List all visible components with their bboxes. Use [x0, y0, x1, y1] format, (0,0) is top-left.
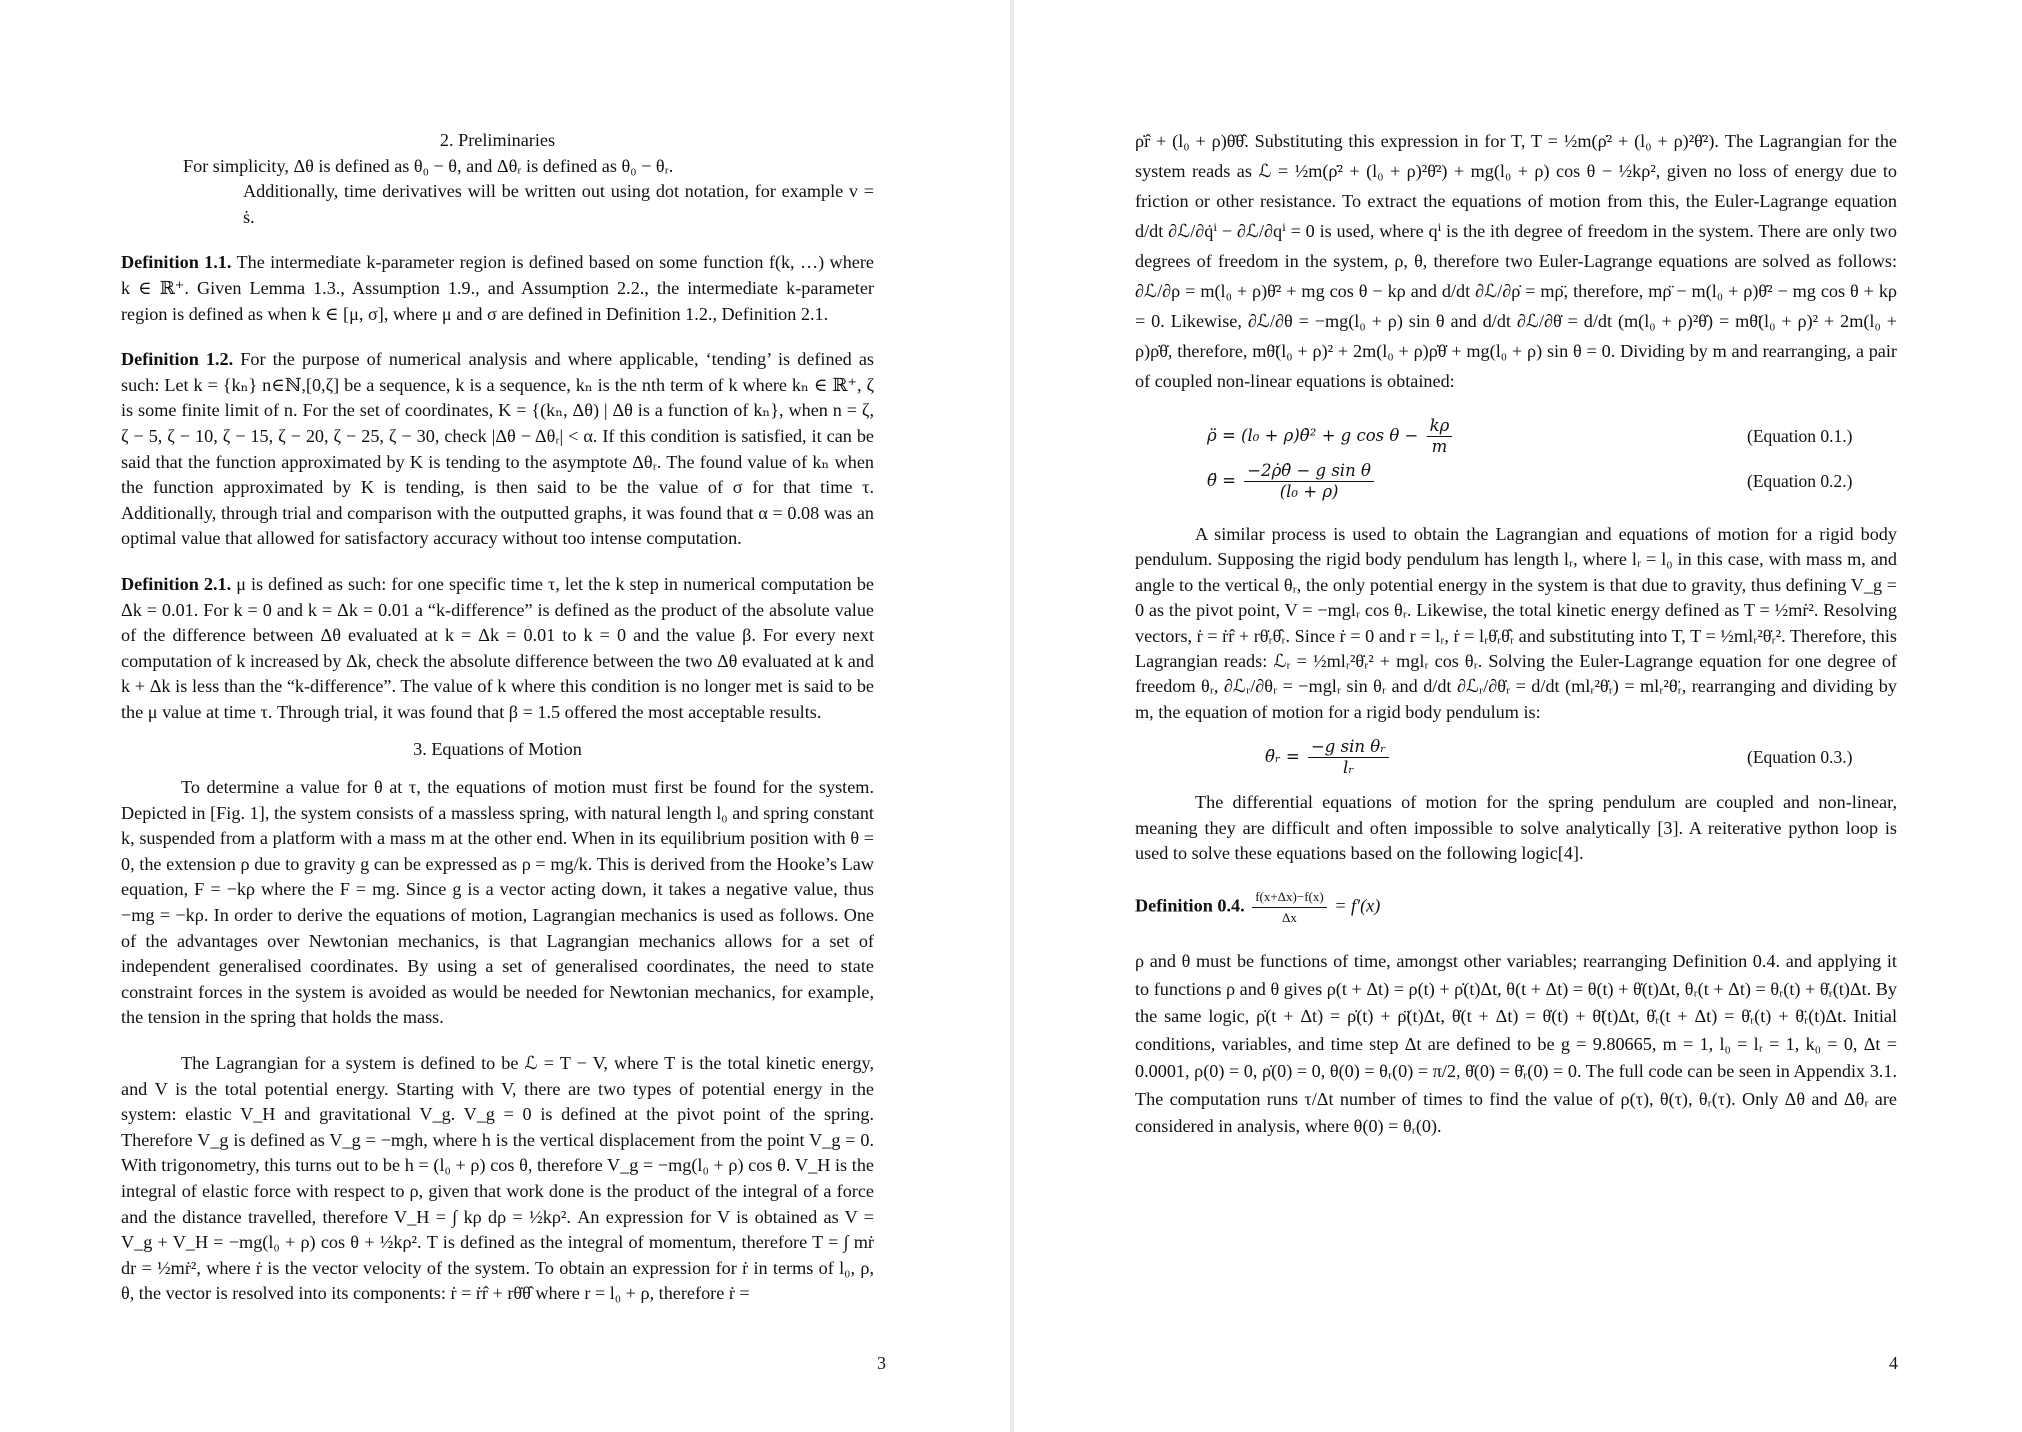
definition-label: Definition 1.1. [121, 252, 232, 273]
preliminaries-notes [121, 154, 874, 231]
equation-tag: (Equation 0.2.) [1747, 470, 1853, 491]
definition-label: Definition 0.4. [1135, 895, 1245, 916]
equation-numerator: kρ [1427, 416, 1453, 437]
definition-1-1 [121, 250, 874, 327]
definition-numerator: f(x+Δx)−f(x) [1252, 887, 1327, 908]
equation-lhs: θ̈ᵣ = [1265, 747, 1300, 767]
rigid-body-paragraph: A similar process is used to obtain the Lagrangian and equations of motion for a rigid body pendulum. Supposing the rigid body pendulum has length lᵣ, where lᵣ = l₀ in this case, with mass m, and angle to the vertical θᵣ, the only potential energy in the system is that due to gravity, thus defining V_g = 0 as the pivot point, V = −mglᵣ cos θᵣ. Likewise, the total kinetic energy defined as T = ½mṙ². Resolving vectors, ṙ = ṙr̂ + rθ̇ᵣθ̂ᵣ. Since ṙ = 0 and r = lᵣ, ṙ = lᵣθ̇ᵣθ̂ᵣ and substituting into T, T = ½mlᵣ²θ̇ᵣ². Therefore, this Lagrangian reads: ℒᵣ = ½mlᵣ²θ̇ᵣ² + mglᵣ cos θᵣ. Solving the Euler-Lagrange equation for one degree of freedom θᵣ, ∂ℒᵣ/∂θᵣ = −mglᵣ sin θᵣ and d/dt ∂ℒᵣ/∂θ̇ᵣ = d/dt (mlᵣ²θ̇ᵣ) = mlᵣ²θ̈ᵣ, rearranging and dividing by m, the equation of motion for a rigid body pendulum is: [1135, 524, 1897, 722]
equation-tag: (Equation 0.1.) [1747, 425, 1853, 446]
page-4 [1014, 0, 2022, 1432]
page-3 [0, 0, 1010, 1432]
equation-tag: (Equation 0.3.) [1747, 746, 1853, 767]
equation-denominator: lᵣ [1342, 758, 1354, 778]
equation-block-spring [1135, 416, 1897, 502]
definition-2-1 [121, 572, 874, 726]
lagrangian-paragraph: ρ̇r̂ + (l₀ + ρ)θ̇θ̂. Substituting this expression in for T, T = ½m(ρ̇² + (l₀ + ρ)²θ̇²). The Lagrangian for the system reads as ℒ = ½m(ρ̇² + (l₀ + ρ)²θ̇²) + mg(l₀ + ρ) cos θ − ½kρ², given no loss of energy due to friction or other resistance. To extract the equations of motion from this, the Euler-Lagrange equation d/dt ∂ℒ/∂q̇ⁱ − ∂ℒ/∂qⁱ = 0 is used, where qⁱ is the ith degree of freedom in the system. There are only two degrees of freedom in the system, ρ, θ, therefore two Euler-Lagrange equations are solved as follows: ∂ℒ/∂ρ = m(l₀ + ρ)θ̇² + mg cos θ − kρ and d/dt ∂ℒ/∂ρ̇ = mρ̈, therefore, mρ̈ − m(l₀ + ρ)θ̇² − mg cos θ + kρ = 0. Likewise, ∂ℒ/∂θ = −mg(l₀ + ρ) sin θ and d/dt ∂ℒ/∂θ̇ = d/dt (m(l₀ + ρ)²θ̇) = mθ̈(l₀ + ρ)² + 2m(l₀ + ρ)ρ̇θ̇, therefore, mθ̈(l₀ + ρ)² + 2m(l₀ + ρ)ρ̇θ̇ + mg(l₀ + ρ) sin θ = 0. Dividing by m and rearranging, a pair of coupled non-linear equations is obtained: [1135, 131, 1897, 391]
definition-rhs: = f′(x) [1334, 895, 1381, 916]
definition-text: The intermediate k-parameter region is defined based on some function f(k, …) where k ∈ ℝ⁺. Given Lemma 1.3., Assumption 1.9., and Assumption 2.2., the intermediate k-parameter region is defined as when k ∈ [μ, σ], where μ and σ are defined in Definition 1.2., Definition 2.1. [121, 252, 874, 324]
page-number: 4 [1889, 1353, 1898, 1373]
section-heading-preliminaries: 2. Preliminaries [439, 130, 556, 150]
definition-1-2 [121, 347, 874, 552]
definition-label: Definition 2.1. [121, 573, 232, 594]
prelim-line-1: For simplicity, Δθ is defined as θ₀ − θ, and Δθᵣ is defined as θ₀ − θᵣ. [183, 155, 674, 176]
equation-lhs: ρ̈ = (l₀ + ρ)θ̇² + g cos θ − [1207, 426, 1419, 445]
numerical-method-paragraph: The differential equations of motion for the spring pendulum are coupled and non-linear, meaning they are difficult and often impossible to solve analytically [3]. A reiterative python loop is used to solve these equations based on the following logic[4]. [1135, 792, 1897, 864]
section-heading-equations-of-motion: 3. Equations of Motion [413, 739, 582, 760]
definition-denominator: Δx [1282, 910, 1297, 926]
equation-numerator: −g sin θᵣ [1308, 737, 1389, 758]
iteration-paragraph: ρ and θ must be functions of time, amongst other variables; rearranging Definition 0.4. and applying it to functions ρ and θ gives ρ(t + Δt) = ρ(t) + ρ̇(t)Δt, θ(t + Δt) = θ(t) + θ̇(t)Δt, θᵣ(t + Δt) = θᵣ(t) + θ̇ᵣ(t)Δt. By the same logic, ρ̇(t + Δt) = ρ̇(t) + ρ̈(t)Δt, θ̇(t + Δt) = θ̇(t) + θ̈(t)Δt, θ̇ᵣ(t + Δt) = θ̇ᵣ(t) + θ̈ᵣ(t)Δt. Initial conditions, variables, and time step Δt are defined to be g = 9.80665, m = 1, l₀ = lᵣ = 1, k₀ = 0, Δt = 0.0001, ρ(0) = 0, ρ̇(0) = 0, θ(0) = θᵣ(0) = π/2, θ̇(0) = θ̇ᵣ(0) = 0. The full code can be seen in Appendix 3.1. The computation runs τ/Δt number of times to find the value of ρ(τ), θ(τ), θᵣ(τ). Only Δθ and Δθᵣ are considered in analysis, where θ(0) = θᵣ(0). [1135, 951, 1897, 1137]
equation-denominator: m [1431, 437, 1448, 456]
equation-denominator: (l₀ + ρ) [1279, 482, 1339, 501]
prelim-line-2: Additionally, time derivatives will be written out using dot notation, for example v = ṡ. [243, 181, 874, 227]
equation-0-1 [1135, 416, 1897, 457]
motion-paragraph-2: The Lagrangian for a system is defined to be ℒ = T − V, where T is the total kinetic energy, and V is the total potential energy. Starting with V, there are two types of potential energy in the system: elastic V_H and gravitational V_g. V_g = 0 is defined at the pivot point of the spring. Therefore V_g is defined as V_g = −mgh, where h is the vertical displacement from the point V_g = 0. With trigonometry, this turns out to be h = (l₀ + ρ) cos θ, therefore V_g = −mg(l₀ + ρ) cos θ. V_H is the integral of elastic force with respect to ρ, given that work done is the product of the integral of a force and the distance travelled, therefore V_H = ∫ kρ dρ = ½kρ². An expression for V is obtained as V = V_g + V_H = −mg(l₀ + ρ) cos θ + ½kρ². T is defined as the integral of momentum, therefore T = ∫ mṙ dr = ½mṙ², where ṙ is the vector velocity of the system. To obtain an expression for ṙ in terms of l₀, ρ, θ, the vector is resolved into its components: ṙ = ṙr̂ + rθ̇θ̂ where r = l₀ + ρ, therefore ṙ = [121, 1053, 874, 1304]
definition-label: Definition 1.2. [121, 349, 234, 370]
equation-0-3 [1135, 737, 1897, 778]
equation-numerator: −2ρ̇θ̇ − g sin θ [1244, 461, 1374, 482]
definition-0-4 [1135, 887, 1897, 928]
page-number: 3 [877, 1353, 886, 1373]
motion-paragraph-1: To determine a value for θ at τ, the equations of motion must first be found for the system. Depicted in [Fig. 1], the system consists of a massless spring, with natural length l₀ and spring constant k, suspended from a platform with a mass m at the other end. When in its equilibrium position with θ = 0, the extension ρ due to gravity g can be expressed as ρ = mg/k. This is derived from the Hooke’s Law equation, F = −kρ where the F = mg. Since g is a vector acting down, it takes a negative value, thus −mg = −kρ. In order to derive the equations of motion, Lagrangian mechanics is used as follows. One of the advantages over Newtonian mechanics, is that Lagrangian mechanics allows for a set of independent generalised coordinates. By using a set of generalised coordinates, the need to state constraint forces in the system is avoided as would be needed for Newtonian mechanics, for example, the tension in the spring that holds the mass. [121, 777, 874, 1028]
equation-0-2 [1135, 461, 1897, 502]
equation-block-rigid [1135, 737, 1897, 778]
definition-text: For the purpose of numerical analysis and where applicable, ‘tending’ is defined as such: Let k = {kₙ} n∈ℕ,[0,ζ] be a sequence, k is a sequence, kₙ is the nth term of k where kₙ ∈ ℝ⁺, ζ is some finite limit of n. For the set of coordinates, K = {(kₙ, Δθ) | Δθ is a function of kₙ}, when n = ζ, ζ − 5, ζ − 10, ζ − 15, ζ − 20, ζ − 25, ζ − 30, check |Δθ − Δθᵣ| < α. If this condition is satisfied, it can be said that the function approximated by K is tending to the asymptote Δθᵣ. The found value of kₙ when the function approximated by K is tending, is then said to be the value of σ for that time τ. Additionally, through trial and comparison with the outputted graphs, it was found that α = 0.08 was an optimal value that allowed for satisfactory accuracy without too intense computation. [121, 349, 874, 549]
definition-text: μ is defined as such: for one specific time τ, let the k step in numerical computation be Δk = 0.01. For k = 0 and k = Δk = 0.01 a “k-difference” is defined as the product of the absolute value of the difference between Δθ evaluated at k = Δk = 0.01 to k = 0 and the value β. For every next computation of k increased by Δk, check the absolute difference between the two Δθ evaluated at k and k + Δk is less than the “k-difference”. The value of k where this condition is no longer met is said to be the μ value at time τ. Through trial, it was found that β = 1.5 offered the most acceptable results. [121, 573, 874, 722]
equation-lhs: θ̈ = [1207, 471, 1237, 490]
